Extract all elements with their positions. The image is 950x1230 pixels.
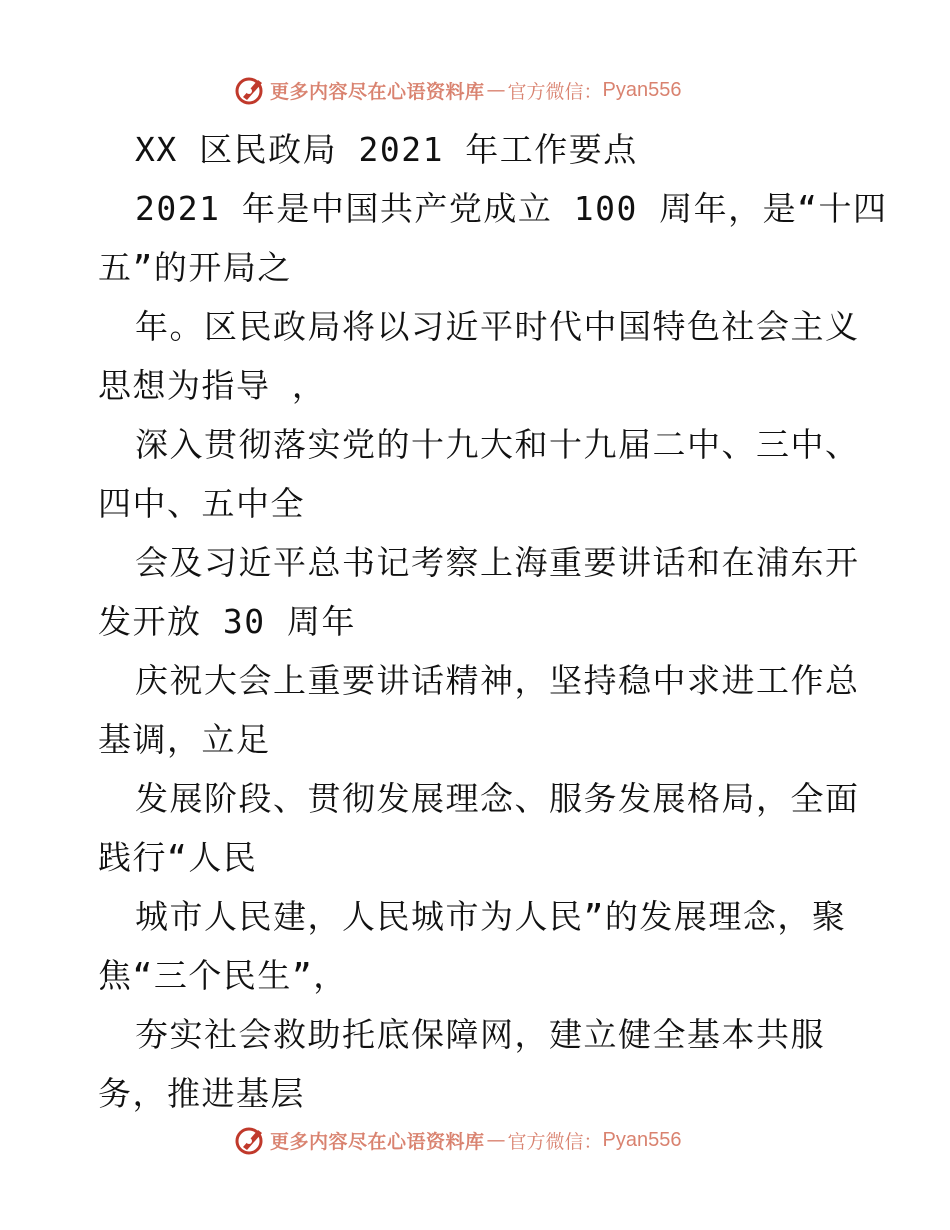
text-line: 践行“人民 — [98, 838, 258, 877]
text-line: 思想为指导 ， — [98, 366, 327, 405]
text-line: 城市人民建，人民城市为人民”的发展理念，聚 — [135, 897, 847, 936]
banner-text: 更多内容尽在心语资料库 — [270, 1130, 485, 1153]
text-line: 五”的开局之 — [98, 248, 292, 287]
pen-logo-icon — [234, 1124, 266, 1156]
banner-separator: — — [486, 1129, 506, 1151]
text-line: 焦“三个民生”， — [98, 956, 348, 995]
document-title: XX 区民政局 2021 年工作要点 — [135, 130, 638, 169]
footer-banner — [234, 1123, 682, 1157]
text-line: 年。区民政局将以习近平时代中国特色社会主义 — [135, 307, 860, 346]
banner-separator: — — [486, 79, 506, 101]
text-line: 2021 年是中国共产党成立 100 周年，是“十四 — [135, 189, 888, 228]
text-line: 四中、五中全 — [98, 484, 305, 523]
banner-contact-label: 官方微信： — [507, 80, 603, 103]
header-banner — [234, 73, 682, 107]
text-line: 深入贯彻落实党的十九大和十九届二中、三中、 — [135, 425, 860, 464]
text-line: 庆祝大会上重要讲话精神，坚持稳中求进工作总 — [135, 661, 860, 700]
text-line: 务，推进基层 — [98, 1074, 305, 1113]
document-body — [98, 120, 888, 1123]
text-line: 夯实社会救助托底保障网，建立健全基本共服 — [135, 1015, 825, 1054]
text-line: 发展阶段、贯彻发展理念、服务发展格局，全面 — [135, 779, 860, 818]
banner-contact-label: 官方微信： — [507, 1130, 603, 1153]
banner-text: 更多内容尽在心语资料库 — [270, 80, 485, 103]
text-line: 基调，立足 — [98, 720, 271, 759]
text-line: 发开放 30 周年 — [98, 602, 356, 641]
pen-logo-icon — [234, 74, 266, 106]
banner-wechat-id: Pyan556 — [602, 78, 682, 101]
banner-wechat-id: Pyan556 — [602, 1128, 682, 1151]
text-line: 会及习近平总书记考察上海重要讲话和在浦东开 — [135, 543, 860, 582]
